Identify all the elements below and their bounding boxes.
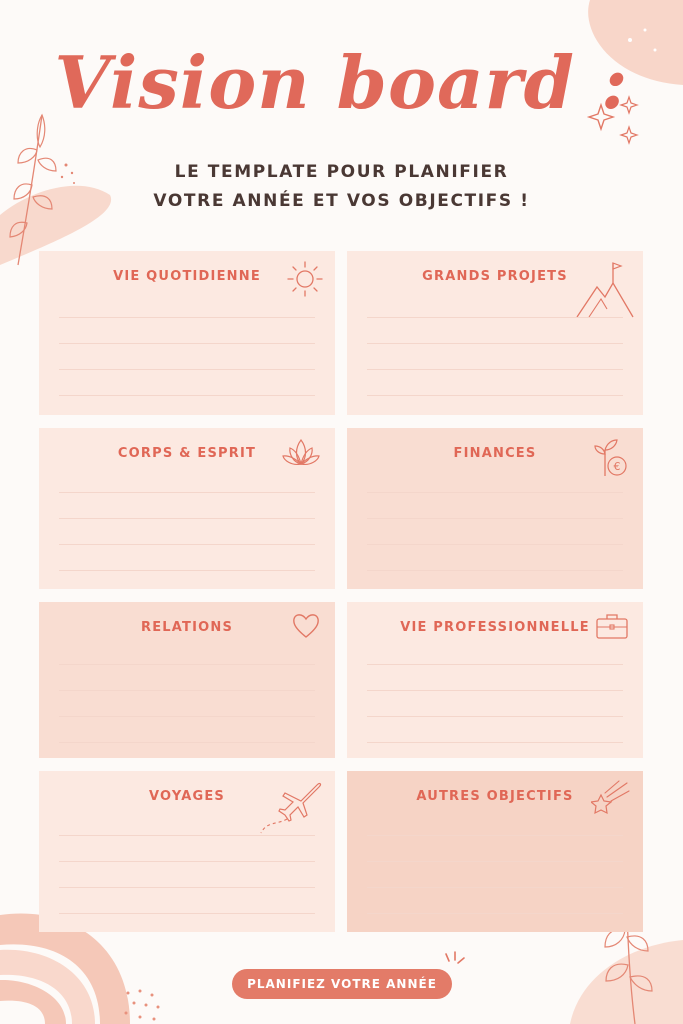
card-label: GRANDS PROJETS bbox=[422, 269, 568, 284]
writing-line bbox=[59, 570, 315, 571]
writing-line bbox=[367, 544, 623, 545]
writing-line bbox=[367, 369, 623, 370]
card-autres-objectifs[interactable] bbox=[347, 771, 643, 932]
mountain-flag-icon bbox=[575, 259, 635, 319]
page-title: Vision board : bbox=[54, 40, 629, 125]
card-label: VIE PROFESSIONNELLE bbox=[400, 620, 590, 635]
subtitle-line-1: LE TEMPLATE POUR PLANIFIER bbox=[174, 162, 509, 182]
card-vie-professionnelle[interactable] bbox=[347, 602, 643, 758]
card-grands-projets[interactable] bbox=[347, 251, 643, 415]
writing-line bbox=[59, 369, 315, 370]
writing-line bbox=[367, 835, 623, 836]
writing-line bbox=[59, 742, 315, 743]
writing-line bbox=[59, 317, 315, 318]
card-label: VOYAGES bbox=[149, 789, 225, 804]
card-voyages[interactable] bbox=[39, 771, 335, 932]
writing-line bbox=[367, 716, 623, 717]
briefcase-icon bbox=[595, 612, 629, 640]
writing-line bbox=[59, 835, 315, 836]
writing-line bbox=[59, 887, 315, 888]
subtitle-line-2: VOTRE ANNÉE ET VOS OBJECTIFS ! bbox=[153, 191, 530, 211]
writing-line bbox=[59, 913, 315, 914]
writing-line bbox=[59, 518, 315, 519]
shooting-star-icon bbox=[591, 779, 631, 815]
lotus-icon bbox=[281, 436, 321, 470]
writing-line bbox=[367, 690, 623, 691]
writing-line bbox=[367, 343, 623, 344]
writing-line bbox=[367, 742, 623, 743]
writing-line bbox=[59, 395, 315, 396]
card-finances[interactable] bbox=[347, 428, 643, 589]
writing-line bbox=[59, 664, 315, 665]
card-corps-esprit[interactable] bbox=[39, 428, 335, 589]
writing-line bbox=[59, 544, 315, 545]
card-vie-quotidienne[interactable] bbox=[39, 251, 335, 415]
writing-line bbox=[367, 913, 623, 914]
writing-line bbox=[367, 492, 623, 493]
writing-line bbox=[59, 861, 315, 862]
writing-line bbox=[367, 570, 623, 571]
writing-line bbox=[367, 317, 623, 318]
writing-line bbox=[59, 716, 315, 717]
writing-line bbox=[59, 690, 315, 691]
card-label: CORPS & ESPRIT bbox=[117, 446, 257, 461]
airplane-icon bbox=[257, 779, 323, 837]
writing-line bbox=[367, 861, 623, 862]
card-label: AUTRES OBJECTIFS bbox=[416, 789, 574, 804]
svg-text:€: € bbox=[613, 460, 621, 473]
heart-icon bbox=[291, 610, 321, 640]
writing-line bbox=[59, 492, 315, 493]
euro-plant-icon bbox=[589, 436, 629, 478]
writing-line bbox=[367, 518, 623, 519]
card-label: FINANCES bbox=[453, 446, 537, 461]
dots-decoration bbox=[118, 985, 178, 1024]
sun-icon bbox=[285, 259, 325, 299]
card-label: VIE QUOTIDIENNE bbox=[113, 269, 261, 284]
writing-line bbox=[59, 343, 315, 344]
card-relations[interactable] bbox=[39, 602, 335, 758]
cta-button[interactable]: PLANIFIEZ VOTRE ANNÉE bbox=[232, 969, 452, 999]
writing-line bbox=[367, 887, 623, 888]
writing-line bbox=[367, 395, 623, 396]
card-label: RELATIONS bbox=[140, 620, 234, 635]
writing-line bbox=[367, 664, 623, 665]
